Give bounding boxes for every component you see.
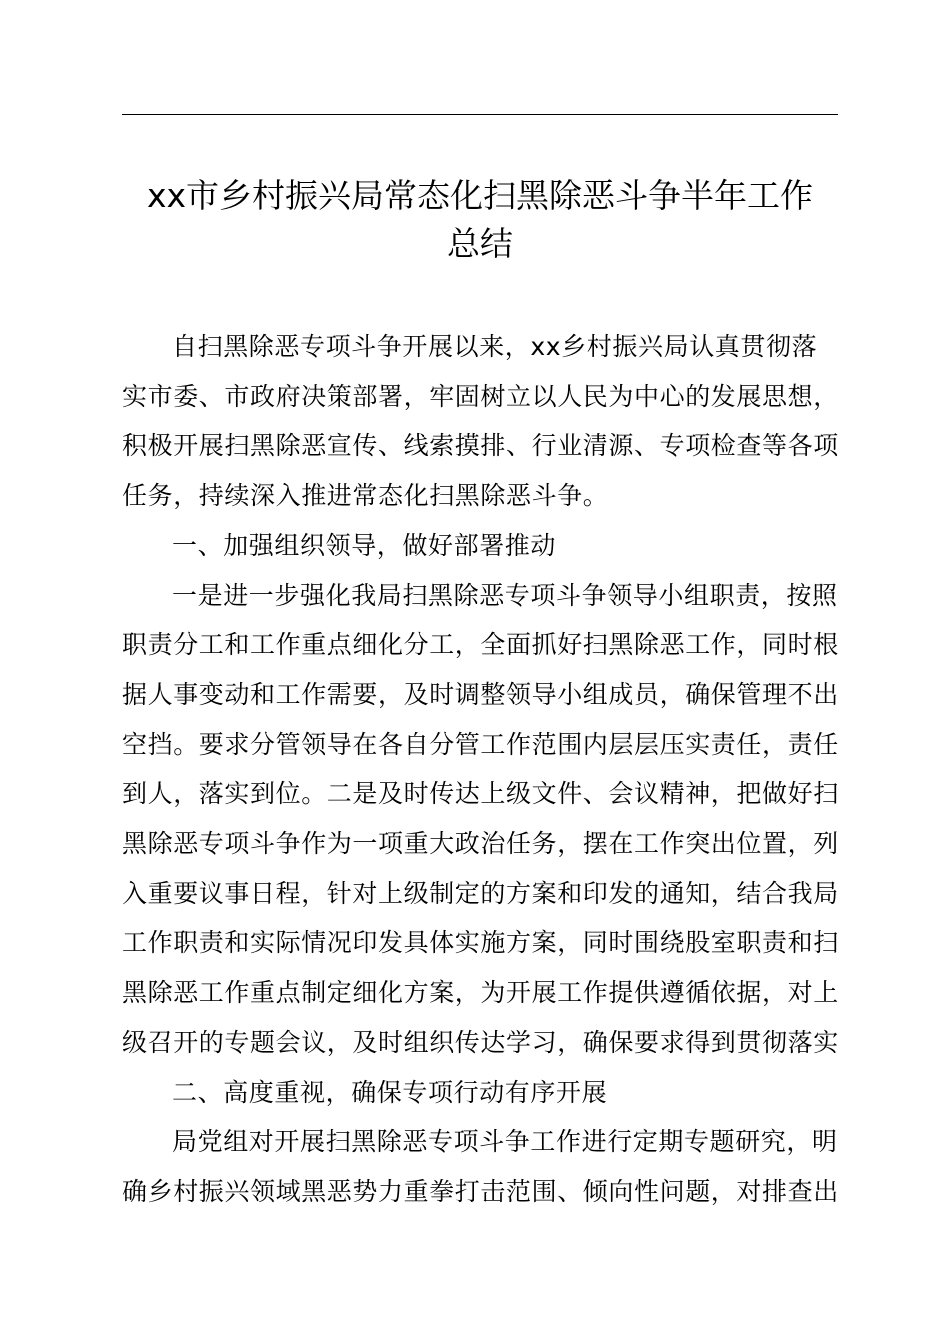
- section-1-line: 级召开的专题会议，及时组织传达学习，确保要求得到贯彻落实: [122, 1027, 839, 1057]
- header-rule: [122, 114, 838, 115]
- intro-line: 自扫黑除恶专项斗争开展以来，xx乡村振兴局认真贯彻落: [172, 332, 818, 361]
- title-line-2: 总结: [447, 224, 513, 263]
- section-1-paragraph: [122, 571, 838, 1068]
- document-title: [110, 172, 850, 268]
- section-1-line: 到人，落实到位。二是及时传达上级文件、会议精神，把做好扫: [122, 779, 839, 809]
- section-1-line: 一是进一步强化我局扫黑除恶专项斗争领导小组职责，按照: [172, 580, 838, 610]
- section-2-line: 局党组对开展扫黑除恶专项斗争工作进行定期专题研究，明: [172, 1127, 838, 1157]
- section-2-line: 确乡村振兴领域黑恶势力重拳打击范围、倾向性问题，对排查出: [122, 1176, 839, 1206]
- intro-line: 实市委、市政府决策部署，牢固树立以人民为中心的发展思想，: [122, 381, 839, 411]
- section-1-line: 工作职责和实际情况印发具体实施方案，同时围绕股室职责和扫: [122, 928, 839, 958]
- intro-paragraph: [122, 322, 838, 521]
- section-1-heading: 一、加强组织领导，做好部署推动: [172, 530, 557, 560]
- section-1-line: 入重要议事日程，针对上级制定的方案和印发的通知，结合我局: [122, 878, 839, 908]
- section-1-line: 据人事变动和工作需要，及时调整领导小组成员，确保管理不出: [122, 679, 839, 709]
- section-1-line: 空挡。要求分管领导在各自分管工作范围内层层压实责任，责任: [122, 729, 839, 759]
- document-body: [122, 322, 838, 1217]
- intro-line: 任务，持续深入推进常态化扫黑除恶斗争。: [122, 481, 609, 511]
- section-2-paragraph: [122, 1117, 838, 1216]
- section-1-line: 黑除恶工作重点制定细化方案，为开展工作提供遵循依据，对上: [122, 978, 839, 1008]
- section-1-line: 职责分工和工作重点细化分工，全面抓好扫黑除恶工作，同时根: [122, 630, 839, 660]
- section-1-line: 黑除恶专项斗争作为一项重大政治任务，摆在工作突出位置，列: [122, 829, 839, 859]
- section-2-heading: 二、高度重视，确保专项行动有序开展: [172, 1077, 608, 1107]
- title-line-1: xx市乡村振兴局常态化扫黑除恶斗争半年工作: [146, 176, 814, 215]
- intro-line: 积极开展扫黑除恶宣传、线索摸排、行业清源、专项检查等各项: [122, 431, 839, 461]
